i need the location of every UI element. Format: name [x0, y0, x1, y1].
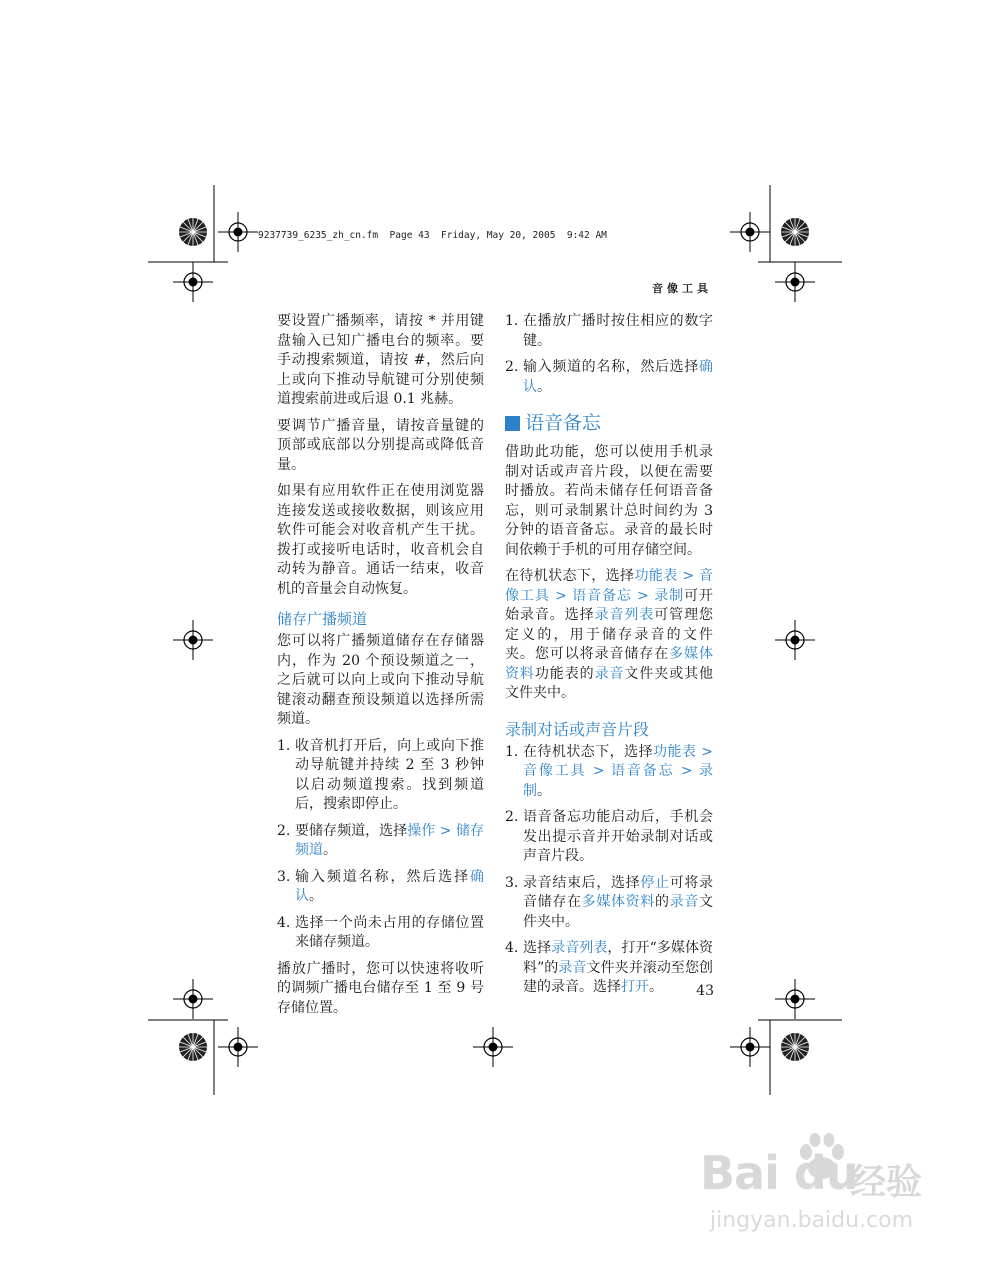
- step-text: 输入频道的名称，然后选择: [523, 359, 699, 375]
- step-number: 1.: [277, 737, 291, 754]
- list-item: [277, 822, 484, 861]
- step-number: 2.: [277, 822, 291, 839]
- list-item: [277, 868, 484, 907]
- step-text: 文件夹并滚动至您创建的录音。选择: [523, 959, 714, 995]
- file-info-header: 9237739_6235_zh_cn.fm Page 43 Friday, May 20, 2005 9:42 AM: [258, 230, 607, 241]
- step-number: 3.: [277, 868, 291, 885]
- watermark-brand: Bai du: [700, 1146, 858, 1200]
- list-item: [277, 914, 484, 953]
- text-run: 功能表的: [534, 665, 595, 682]
- menu-path-link: 录音: [594, 665, 625, 682]
- step-text: 在待机状态下，选择: [523, 743, 654, 760]
- step-text: 可将录音储存在: [523, 874, 714, 910]
- step-number: 4.: [277, 914, 291, 931]
- text-run: 在待机状态下，选择: [505, 568, 635, 584]
- paragraph: 如果有应用软件正在使用浏览器连接发送或接收数据，则该应用软件可能会对收音机产生干扰。拨打或接听电话时，收音机会自动转为静音。通话一结束，收音机的音量会自动恢复。: [277, 483, 484, 597]
- steps-list: [277, 737, 484, 953]
- list-item: [505, 312, 713, 351]
- paragraph: 借助此功能，您可以使用手机录制对话或声音片段，以便在需要时播放。若尚未储存任何语音备忘，则可录制累计总时间约为 3 分钟的语音备忘。录音的最长时间依赖于手机的可用存储空间。: [505, 444, 713, 558]
- steps-list: [505, 312, 713, 397]
- menu-path-link: 确认: [295, 868, 484, 904]
- list-item: [505, 743, 713, 802]
- menu-path-link: 录音列表: [551, 940, 608, 956]
- step-text: 文件夹中。: [523, 894, 714, 930]
- paragraph: 播放广播时，您可以快速将收听的调频广播电台储存至 1 至 9 号存储位置。: [277, 960, 484, 1016]
- step-text: 输入频道名称，然后选择: [295, 868, 470, 885]
- step-number: 1.: [505, 313, 519, 329]
- step-text: 的: [655, 894, 670, 910]
- list-item: [505, 939, 713, 998]
- page-number: 43: [696, 983, 714, 999]
- steps-list: [505, 743, 713, 998]
- step-number: 3.: [505, 874, 519, 891]
- paragraph: 要设置广播频率，请按 * 并用键盘输入已知广播电台的频率。要手动搜索频道，请按 #，然后向上或向下推动导航键可分别使频道搜索前进或后退 0.1 兆赫。: [277, 313, 484, 407]
- text-run: 文件夹或其他文件夹中。: [505, 665, 714, 701]
- square-bullet-icon: [505, 416, 520, 431]
- subheading-store-channels: 储存广播频道: [277, 610, 368, 628]
- step-text: 选择: [523, 940, 552, 956]
- menu-path-link: 录音列表: [594, 607, 655, 623]
- paragraph: 您可以将广播频道储存在存储器内，作为 20 个预设频道之一，之后就可以向上或向下推动导航键滚动翻查预设频道以选择所需频道。: [277, 633, 484, 727]
- step-text: 。: [323, 842, 337, 858]
- step-text: 选择一个尚未占用的存储位置来储存频道。: [295, 914, 484, 950]
- section-title-voice-memo: [505, 411, 713, 435]
- step-number: 2.: [505, 359, 519, 375]
- menu-path-link: 多媒体资料: [505, 646, 714, 682]
- menu-path-link: 操作 > 储存频道: [295, 822, 485, 858]
- step-number: 4.: [505, 940, 519, 956]
- menu-path-link: 停止: [640, 874, 670, 891]
- list-item: [505, 358, 713, 397]
- running-head: 音像工具: [652, 282, 712, 295]
- paragraph: [505, 567, 713, 704]
- menu-path-link: 录音: [558, 959, 587, 976]
- menu-path-link: 录音: [669, 894, 700, 910]
- menu-path-link: 多媒体资料: [581, 894, 656, 910]
- section-title-text: 语音备忘: [525, 412, 602, 434]
- baidu-watermark: [700, 1130, 960, 1240]
- step-number: 2.: [505, 809, 519, 825]
- list-item: [277, 737, 484, 815]
- list-item: [505, 808, 713, 867]
- menu-path-link: 打开: [621, 979, 649, 995]
- left-column: [277, 312, 484, 1025]
- step-text: ，打开“多媒体资料”的: [523, 940, 714, 976]
- watermark-cn: 经验: [850, 1162, 923, 1203]
- text-run: 可开始录音。选择: [505, 587, 714, 623]
- step-text: 。: [537, 378, 551, 395]
- menu-path-link: 功能表 > 音像工具 > 语音备忘 > 录制: [523, 743, 714, 799]
- paragraph: 要调节广播音量，请按音量键的顶部或底部以分别提高或降低音量。: [277, 417, 484, 473]
- step-text: 。: [537, 782, 551, 799]
- step-text: 语音备忘功能启动后，手机会发出提示音并开始录制对话或声音片段。: [523, 809, 713, 864]
- subheading-record: 录制对话或声音片段: [505, 719, 650, 739]
- step-text: 在播放广播时按住相应的数字键。: [523, 313, 713, 349]
- text-run: 可管理您定义的，用于储存录音的文件夹。您可以将录音储存在: [505, 607, 714, 662]
- menu-path-link: 确认: [523, 359, 713, 395]
- watermark-url: jingyan.baidu.com: [710, 1208, 914, 1233]
- step-text: 要储存频道，选择: [295, 822, 408, 839]
- step-text: 。: [309, 888, 323, 904]
- step-text: 收音机打开后，向上或向下推动导航键并持续 2 至 3 秒钟以启动频道搜索。找到频道后，搜索即停止。: [295, 737, 484, 812]
- step-text: 。: [649, 979, 663, 995]
- step-number: 1.: [505, 743, 519, 760]
- menu-path-link: 功能表 > 音像工具 > 语音备忘 > 录制: [505, 568, 713, 604]
- list-item: [505, 874, 713, 933]
- right-column: [505, 312, 713, 1005]
- step-text: 录音结束后，选择: [523, 874, 641, 891]
